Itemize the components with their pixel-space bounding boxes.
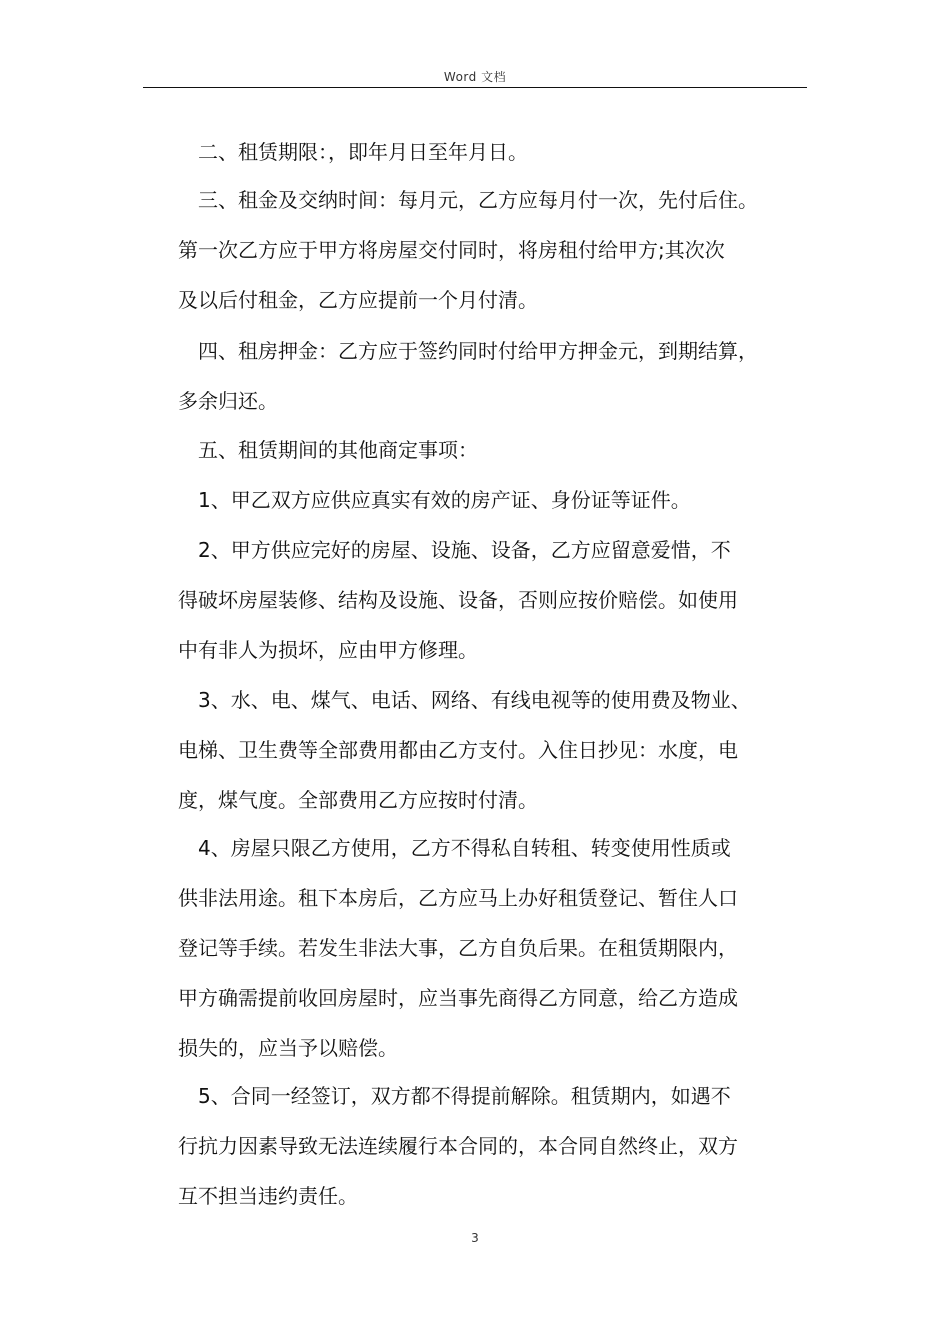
body-line: 甲方确需提前收回房屋时，应当事先商得乙方同意，给乙方造成	[178, 986, 738, 1010]
body-line: 供非法用途。租下本房后，乙方应马上办好租赁登记、暂住人口	[178, 886, 738, 910]
body-line: 登记等手续。若发生非法大事，乙方自负后果。在租赁期限内，	[178, 936, 738, 960]
body-line: 互不担当违约责任。	[178, 1184, 358, 1208]
page-number: 3	[471, 1231, 479, 1245]
body-line: 多余归还。	[178, 389, 278, 413]
body-line: 及以后付租金，乙方应提前一个月付清。	[178, 288, 538, 312]
body-line: 1、甲乙双方应供应真实有效的房产证、身份证等证件。	[178, 488, 691, 512]
body-line: 4、房屋只限乙方使用，乙方不得私自转租、转变使用性质或	[178, 836, 731, 860]
document-header-title: Word 文档	[443, 70, 507, 84]
body-line: 度，煤气度。全部费用乙方应按时付清。	[178, 788, 538, 812]
body-line: 四、租房押金：乙方应于签约同时付给甲方押金元，到期结算，	[178, 339, 758, 363]
body-line: 5、合同一经签订，双方都不得提前解除。租赁期内，如遇不	[178, 1084, 731, 1108]
body-line: 得破坏房屋装修、结构及设施、设备，否则应按价赔偿。如使用	[178, 588, 738, 612]
body-line: 五、租赁期间的其他商定事项：	[178, 438, 478, 462]
body-line: 2、甲方供应完好的房屋、设施、设备，乙方应留意爱惜，不	[178, 538, 731, 562]
body-line: 三、租金及交纳时间：每月元，乙方应每月付一次，先付后住。	[178, 188, 758, 212]
body-line: 损失的，应当予以赔偿。	[178, 1036, 398, 1060]
body-line: 行抗力因素导致无法连续履行本合同的，本合同自然终止，双方	[178, 1134, 738, 1158]
body-line: 二、租赁期限：，即年月日至年月日。	[178, 140, 528, 164]
body-line: 3、水、电、煤气、电话、网络、有线电视等的使用费及物业、	[178, 688, 751, 712]
body-line: 中有非人为损坏，应由甲方修理。	[178, 638, 478, 662]
header-divider	[143, 87, 807, 88]
body-line: 电梯、卫生费等全部费用都由乙方支付。入住日抄见：水度，电	[178, 738, 738, 762]
body-line: 第一次乙方应于甲方将房屋交付同时，将房租付给甲方;其次次	[178, 238, 725, 262]
